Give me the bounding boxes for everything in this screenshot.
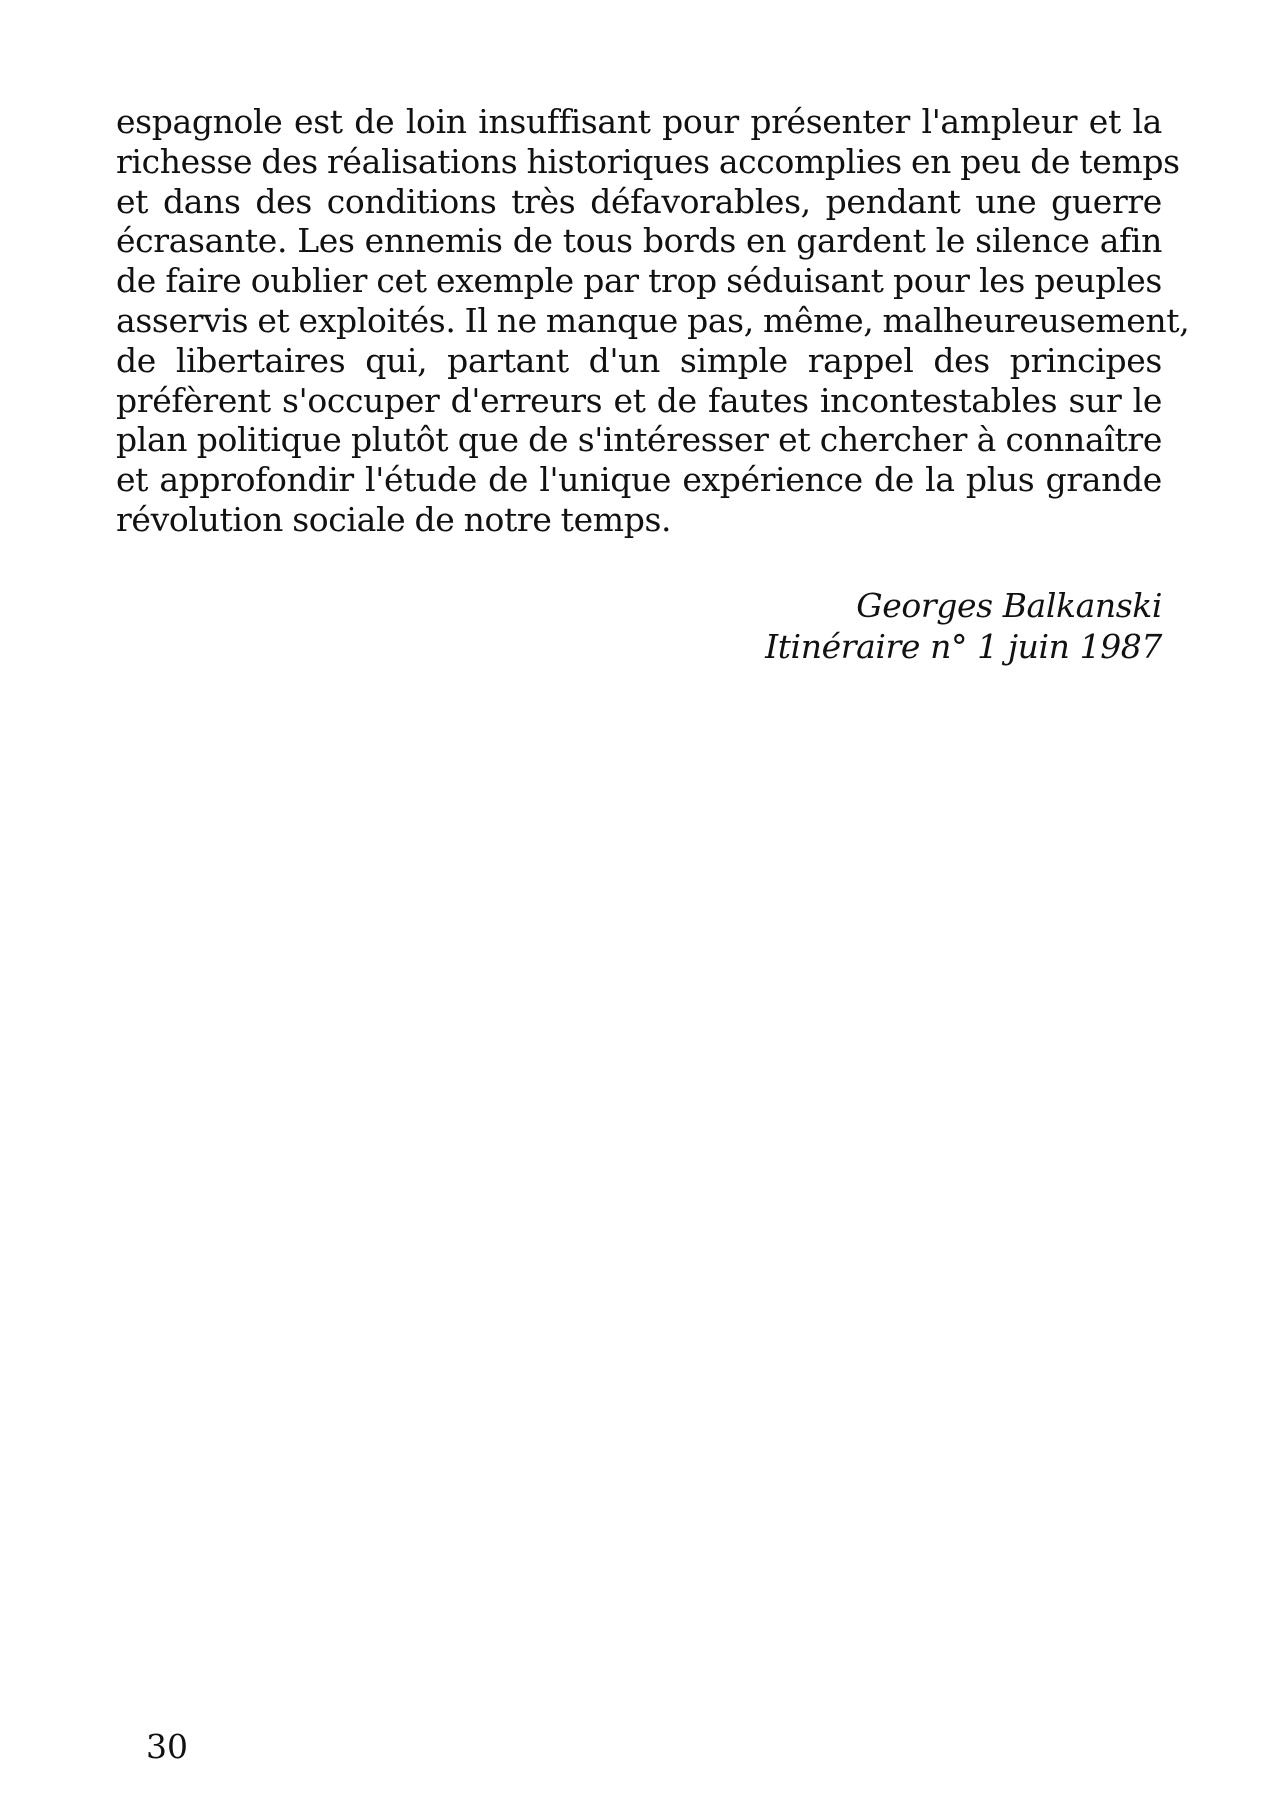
signature-block: [765, 585, 1162, 667]
signature-source: Itinéraire n° 1 juin 1987: [765, 627, 1162, 666]
page-number: 30: [146, 1727, 188, 1766]
paragraph-line: préfèrent s'occuper d'erreurs et de fautes incontestables sur le: [116, 380, 1162, 420]
paragraph-line: révolution sociale de notre temps.: [116, 499, 672, 539]
paragraph-line: de libertaires qui, partant d'un simple rappel des principes: [116, 340, 1162, 380]
paragraph-line: asservis et exploités. Il ne manque pas, même, malheureusement,: [116, 300, 1190, 340]
paragraph-line: de faire oublier cet exemple par trop séduisant pour les peuples: [116, 261, 1162, 301]
paragraph-line: et dans des conditions très défavorables, pendant une guerre: [116, 181, 1162, 221]
paragraph-line: richesse des réalisations historiques accomplies en peu de temps: [116, 141, 1180, 181]
signature-author: Georges Balkanski: [856, 586, 1162, 625]
paragraph-line: écrasante. Les ennemis de tous bords en gardent le silence afin: [116, 221, 1162, 261]
body-paragraph: [116, 102, 1190, 540]
paragraph-line: et approfondir l'étude de l'unique expérience de la plus grande: [116, 460, 1162, 500]
paragraph-line: espagnole est de loin insuffisant pour présenter l'ampleur et la: [116, 102, 1162, 141]
paragraph-line: plan politique plutôt que de s'intéresser et chercher à connaître: [116, 420, 1162, 460]
